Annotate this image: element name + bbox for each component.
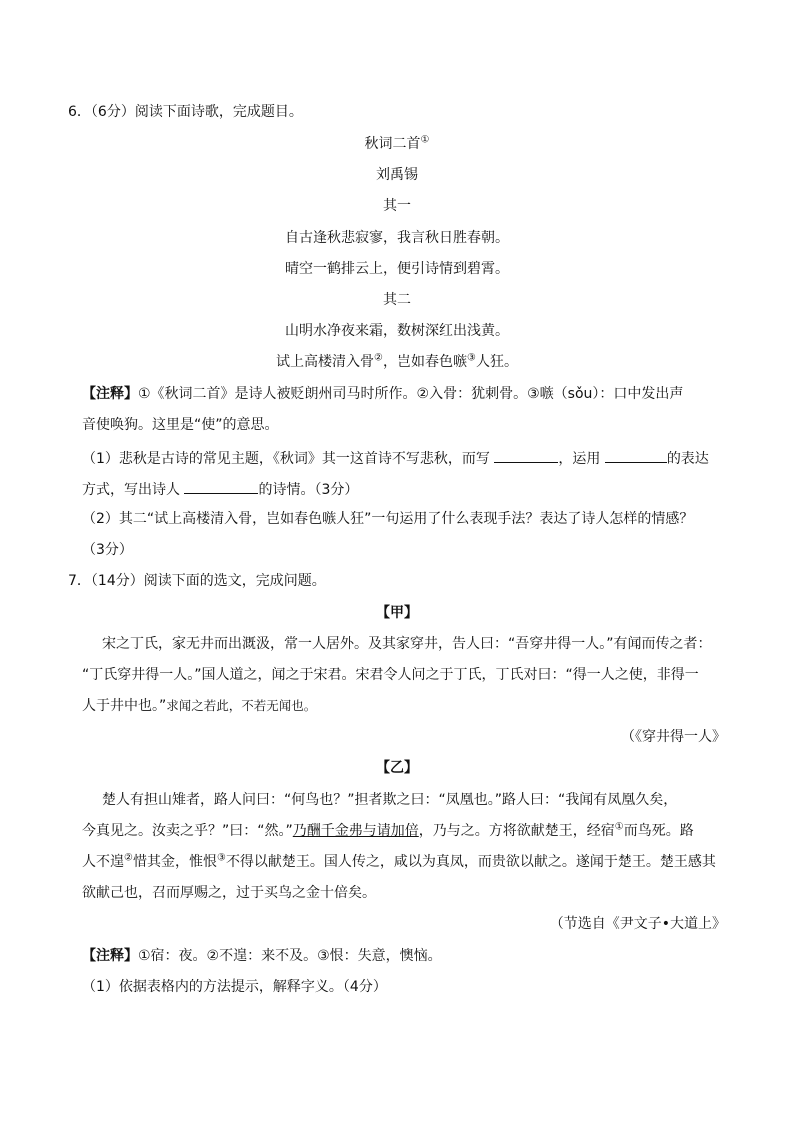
passage-jia-line3: 人于井中也。”求闻之若此，不若无闻也。: [82, 698, 317, 714]
q7-annotation: 【注释】①宿：夜。②不遑：来不及。③恨：失意，懊恼。: [82, 948, 442, 964]
poem-part1-label: 其一: [383, 198, 411, 214]
passage-yi-line1: 楚人有担山雉者，路人问曰：“何鸟也？”担者欺之曰：“凤凰也。”路人曰：“我闻有凤凰久矣，: [102, 792, 678, 808]
poem-part2-line1: 山明水净夜来霜，数树深红出浅黄。: [285, 323, 509, 339]
poem-part1-line2: 晴空一鹤排云上，便引诗情到碧霄。: [285, 261, 509, 277]
q6-subquestion-2-cont: （3分）: [82, 542, 133, 558]
poem-author: 刘禹锡: [376, 167, 418, 183]
footnote-marker: ①: [420, 134, 430, 146]
q7-header: 7．（14分）阅读下面的选文，完成问题。: [68, 573, 326, 589]
passage-jia-source: （《穿井得一人》: [621, 729, 726, 745]
underlined-sentence: 乃酬千金弗与请加倍: [292, 823, 419, 839]
q6-subquestion-1: （1）悲秋是古诗的常见主题，《秋词》其一这首诗不写悲秋，而写 ，运用 的表达: [82, 448, 709, 468]
answer-blank[interactable]: [605, 448, 667, 463]
annotation-label: 【注释】: [82, 948, 138, 964]
annotation-label: 【注释】: [82, 386, 138, 402]
passage-jia-line1: 宋之丁氏，家无井而出溉汲，常一人居外。及其家穿井，告人曰：“吾穿井得一人。”有闻而传之者：: [102, 636, 712, 652]
q6-header: 6．（6分）阅读下面诗歌，完成题目。: [68, 104, 303, 120]
poem-part1-line1: 自古逢秋悲寂寥，我言秋日胜春朝。: [285, 230, 509, 246]
passage-yi-source: （节选自《尹文子•大道上》: [549, 916, 726, 932]
passage-yi-line2: 今真见之。汝卖之乎？”曰：“然。”乃酬千金弗与请加倍，乃与之。方将欲献楚王，经宿①而鸟死。路: [82, 821, 694, 839]
q6-annotation-line1: 【注释】①《秋词二首》是诗人被贬朗州司马时所作。②入骨：犹刺骨。③嗾（sǒu）：口中发出声: [82, 386, 684, 402]
footnote-marker: ②: [374, 352, 383, 364]
passage-yi-line3: 人不遑②惜其金，惟恨③不得以献楚王。国人传之，咸以为真凤，而贵欲以献之。遂闻于楚王。楚王感其: [82, 852, 716, 870]
poem-part2-line2: 试上高楼清入骨②，岂如春色嗾③人狂。: [276, 352, 518, 370]
passage-yi-line4: 欲献己也，召而厚赐之，过于买鸟之金十倍矣。: [82, 885, 376, 901]
passage-jia-label: 【甲】: [376, 605, 418, 621]
q6-annotation-line2: 音使唤狗。这里是“使”的意思。: [82, 417, 279, 433]
footnote-marker: ①: [614, 821, 624, 833]
q7-subquestion-1: （1）依据表格内的方法提示，解释字义。（4分）: [82, 979, 387, 995]
answer-blank[interactable]: [494, 448, 558, 463]
footnote-marker: ③: [467, 352, 476, 364]
poem-part2-label: 其二: [383, 292, 411, 308]
footnote-marker: ③: [216, 852, 226, 864]
answer-blank[interactable]: [184, 479, 258, 494]
poem-title: 秋词二首①: [364, 134, 430, 152]
q6-subquestion-2: （2）其二“试上高楼清入骨，岂如春色嗾人狂”一句运用了什么表现手法？表达了诗人怎样的情感？: [82, 511, 694, 527]
passage-jia-line2: “丁氏穿井得一人。”国人道之，闻之于宋君。宋君令人问之于丁氏，丁氏对曰：“得一人之使，非得一: [82, 667, 699, 683]
passage-yi-label: 【乙】: [376, 760, 418, 776]
footnote-marker: ②: [124, 852, 133, 864]
q6-subquestion-1-cont: 方式，写出诗人 的诗情。（3分）: [82, 479, 358, 499]
